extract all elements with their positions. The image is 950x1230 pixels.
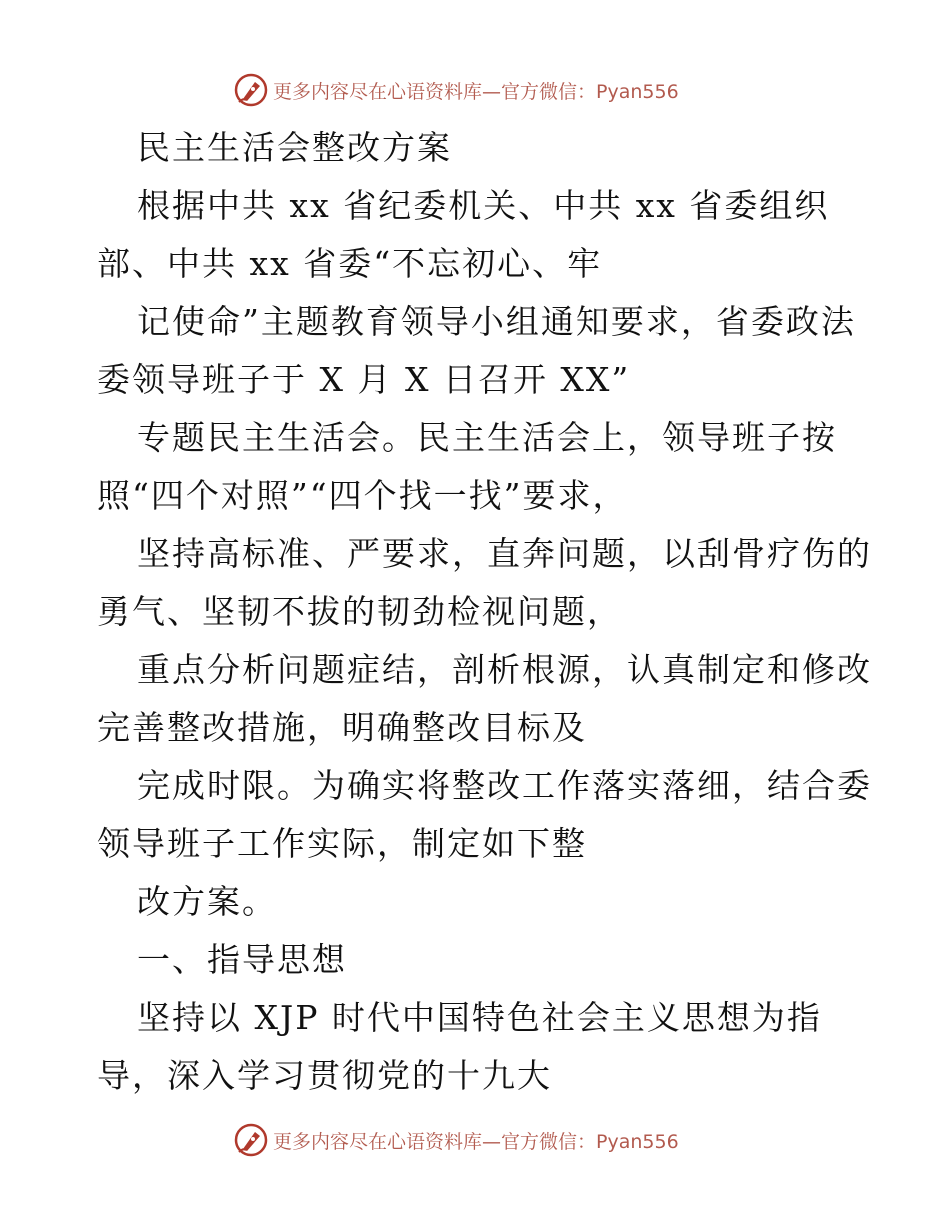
paragraph-line: 坚持高标准、严要求，直奔问题，以刮骨疗伤的 bbox=[137, 534, 872, 573]
paragraph-line: 重点分析问题症结，剖析根源，认真制定和修改 bbox=[137, 650, 872, 689]
section-heading: 一、指导思想 bbox=[137, 940, 347, 979]
footer-banner-title: 更多内容尽在心语资料库 bbox=[273, 1130, 483, 1153]
paragraph-line: 改方案。 bbox=[137, 882, 277, 921]
header-banner-title: 更多内容尽在心语资料库 bbox=[273, 80, 483, 103]
footer-banner-text bbox=[273, 1127, 679, 1154]
paragraph-line: 照“四个对照”“四个找一找”要求， bbox=[97, 476, 628, 515]
paragraph-line: 导，深入学习贯彻党的十九大 bbox=[97, 1056, 552, 1095]
paragraph-line: 根据中共 xx 省纪委机关、中共 xx 省委组织 bbox=[137, 186, 830, 225]
paragraph-line: 勇气、坚韧不拔的韧劲检视问题， bbox=[97, 592, 622, 631]
header-banner bbox=[233, 70, 713, 110]
paragraph-line: 领导班子工作实际，制定如下整 bbox=[97, 824, 587, 863]
paragraph-line: 专题民主生活会。民主生活会上，领导班子按 bbox=[137, 418, 837, 457]
paragraph-line: 记使命”主题教育领导小组通知要求，省委政法 bbox=[137, 302, 856, 341]
paragraph-line: 完善整改措施，明确整改目标及 bbox=[97, 708, 587, 747]
header-banner-text bbox=[273, 77, 679, 104]
header-banner-separator: — bbox=[482, 80, 502, 103]
pen-nib-logo-icon bbox=[233, 1122, 269, 1158]
pen-nib-logo-icon bbox=[233, 72, 269, 108]
paragraph-line: 委领导班子于 X 月 X 日召开 XX” bbox=[97, 360, 631, 399]
document-title: 民主生活会整改方案 bbox=[137, 128, 452, 167]
paragraph-line: 部、中共 xx 省委“不忘初心、牢 bbox=[97, 244, 603, 283]
footer-banner bbox=[233, 1120, 713, 1160]
paragraph-line: 坚持以 XJP 时代中国特色社会主义思想为指 bbox=[137, 998, 822, 1037]
header-banner-suffix: 官方微信：Pyan556 bbox=[501, 80, 679, 103]
footer-banner-suffix: 官方微信：Pyan556 bbox=[501, 1130, 679, 1153]
footer-banner-separator: — bbox=[482, 1130, 502, 1153]
paragraph-line: 完成时限。为确实将整改工作落实落细，结合委 bbox=[137, 766, 872, 805]
